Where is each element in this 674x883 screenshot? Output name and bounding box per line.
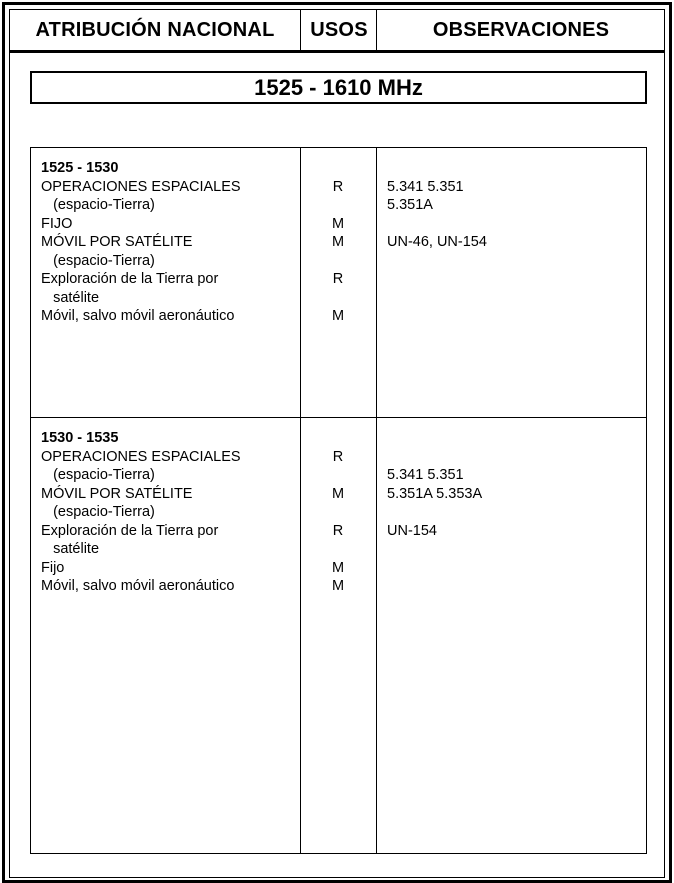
allocation-use: R bbox=[332, 448, 344, 465]
allocation-use: M bbox=[331, 559, 345, 576]
allocation-service: Exploración de la Tierra por bbox=[41, 271, 219, 287]
row-range: 1530 - 1535 bbox=[41, 430, 119, 446]
allocation-use: R bbox=[332, 271, 344, 287]
header-observations: OBSERVACIONES bbox=[432, 18, 610, 41]
allocation-observation: 5.341 5.351 bbox=[387, 467, 464, 483]
allocation-service: satélite bbox=[41, 289, 100, 306]
allocation-use: M bbox=[331, 234, 345, 250]
allocation-service: MÓVIL POR SATÉLITE bbox=[41, 234, 193, 250]
allocation-service: (espacio-Tierra) bbox=[41, 252, 155, 269]
allocation-use: R bbox=[332, 178, 344, 195]
allocation-observation: UN-154 bbox=[387, 522, 437, 539]
table-header bbox=[9, 9, 665, 51]
allocation-service: (espacio-Tierra) bbox=[41, 197, 155, 213]
allocation-observation: 5.351A bbox=[387, 197, 433, 213]
allocation-service: Móvil, salvo móvil aeronáutico bbox=[41, 308, 235, 324]
header-rule bbox=[9, 50, 665, 53]
frequency-band-title: 1525 - 1610 MHz bbox=[30, 71, 647, 104]
allocation-service: satélite bbox=[41, 541, 100, 557]
allocation-use: M bbox=[331, 215, 345, 232]
allocation-observation: UN-46, UN-154 bbox=[387, 234, 487, 250]
header-divider-2 bbox=[376, 9, 377, 51]
header-divider-1 bbox=[300, 9, 301, 51]
table-divider-obs bbox=[376, 147, 377, 854]
allocation-observation: 5.341 5.351 bbox=[387, 178, 464, 195]
allocation-service: MÓVIL POR SATÉLITE bbox=[41, 485, 193, 502]
allocation-use: M bbox=[331, 485, 345, 502]
allocation-use: M bbox=[331, 578, 345, 594]
row-range: 1525 - 1530 bbox=[41, 160, 119, 176]
header-attribution: ATRIBUCIÓN NACIONAL bbox=[35, 18, 275, 41]
allocation-service: OPERACIONES ESPACIALES bbox=[41, 448, 241, 465]
allocation-service: FIJO bbox=[41, 215, 73, 232]
allocation-service: (espacio-Tierra) bbox=[41, 504, 155, 520]
allocation-service: Móvil, salvo móvil aeronáutico bbox=[41, 578, 235, 594]
allocation-use: R bbox=[332, 522, 344, 539]
allocation-service: Exploración de la Tierra por bbox=[41, 522, 219, 539]
allocation-observation: 5.351A 5.353A bbox=[387, 485, 483, 502]
allocation-service: OPERACIONES ESPACIALES bbox=[41, 178, 241, 195]
row-separator bbox=[30, 417, 647, 418]
allocation-service: Fijo bbox=[41, 559, 65, 576]
header-uses: USOS bbox=[310, 18, 368, 41]
allocation-service: (espacio-Tierra) bbox=[41, 467, 155, 483]
allocation-use: M bbox=[331, 308, 345, 324]
